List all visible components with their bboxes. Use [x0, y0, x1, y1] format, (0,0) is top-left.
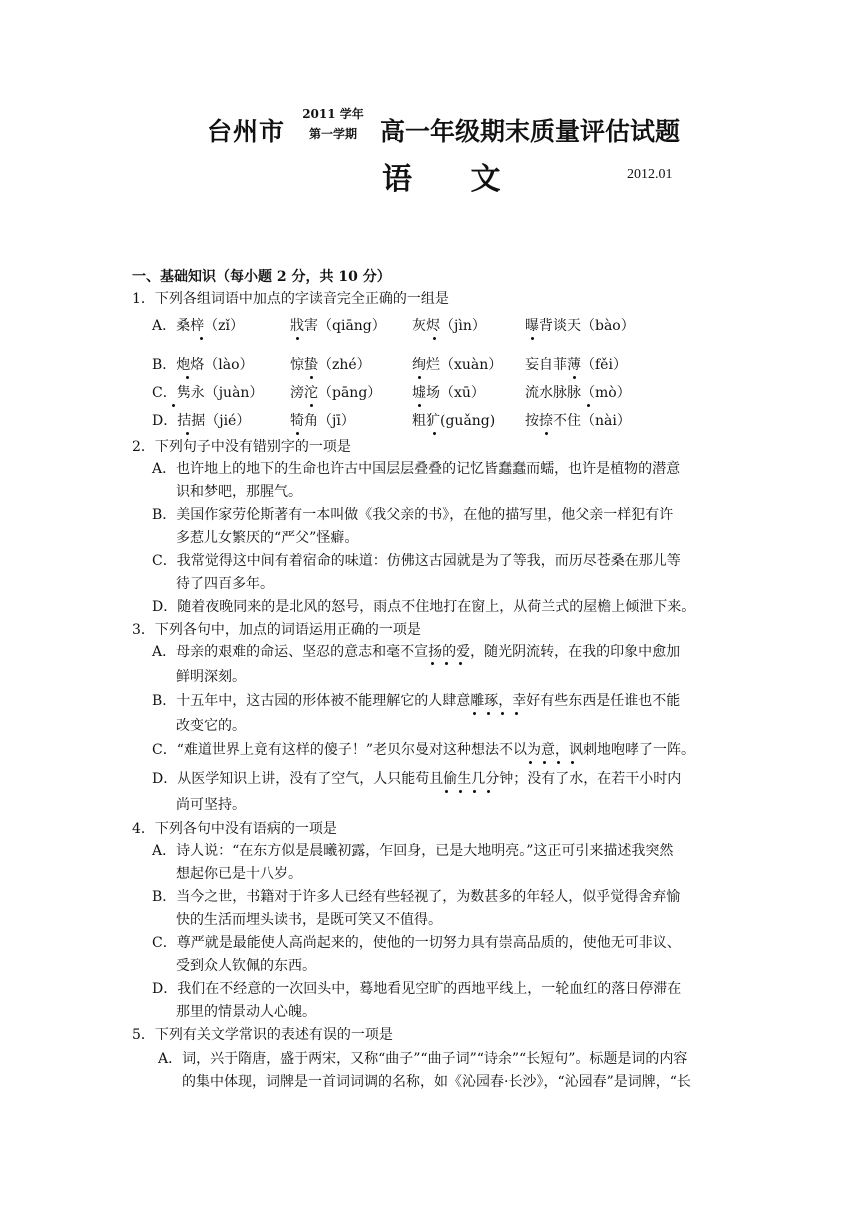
- exam-subject: 语 文: [382, 162, 525, 197]
- q3-option-a: A．母亲的艰难的命运、坚忍的意志和毫不宣扬的爱，随光阴流转，在我的印象中愈加: [152, 644, 681, 660]
- emphasis-dot: [545, 432, 548, 435]
- q1-option-d-word2: 犄角（jī）: [290, 413, 355, 429]
- q5-option-a-cont: 的集中体现，词牌是一首词词调的名称，如《沁园春·长沙》，“沁园春”是词牌，“长: [182, 1074, 691, 1090]
- emphasis-dot: [296, 432, 299, 435]
- q3-option-a-cont: 鲜明深刻。: [176, 669, 246, 685]
- q3-option-b-cont: 改变它的。: [176, 718, 246, 734]
- exam-date: 2012.01: [627, 167, 673, 182]
- q2-option-c: C．我常觉得这中间有着宿命的味道：仿佛这古园就是为了等我，而历尽苍桑在那儿等: [152, 553, 681, 569]
- emphasis-dot: [200, 337, 203, 340]
- exam-title: 高一年级期末质量评估试题: [380, 117, 681, 146]
- q1-option-a-word2: 戕害（qiāng）: [290, 318, 386, 334]
- emphasis-dot: [587, 404, 590, 407]
- emphasis-dot: [543, 761, 546, 764]
- q1-option-c-word4: 流水脉脉（mò）: [525, 385, 631, 401]
- emphasis-dot: [310, 404, 313, 407]
- q2-option-b: B．美国作家劳伦斯著有一本叫做《我父亲的书》，在他的描写里，他父亲一样犯有许: [152, 507, 674, 523]
- q3-option-d: D．从医学知识上讲，没有了空气，人只能苟且偷生几分钟；没有了水，在若干小时内: [152, 771, 682, 787]
- emphasis-dot: [573, 376, 576, 379]
- emphasis-dot: [557, 761, 560, 764]
- q4-option-a-cont: 想起你已是十八岁。: [176, 866, 302, 882]
- q1-option-d-word4: 按捺不住（nài）: [525, 413, 631, 429]
- q3-option-d-cont: 尚可坚持。: [176, 797, 246, 813]
- emphasis-dot: [473, 712, 476, 715]
- q4-option-c: C．尊严就是最能使人高尚起来的，使他的一切努力具有崇高品质的，使他无可非议、: [152, 935, 681, 951]
- emphasis-dot: [186, 432, 189, 435]
- emphasis-dot: [431, 662, 434, 665]
- emphasis-dot: [186, 376, 189, 379]
- exam-term-year: 2011 学年: [302, 107, 364, 121]
- emphasis-dot: [459, 662, 462, 665]
- question-5-stem: 5．下列有关文学常识的表述有误的一项是: [132, 1027, 393, 1043]
- q1-option-b-word1: B．炮烙（lào）: [152, 357, 254, 373]
- q4-option-d: D．我们在不经意的一次回头中，蓦地看见空旷的西地平线上，一轮血红的落日停滞在: [152, 981, 682, 997]
- q2-option-a: A．也许地上的地下的生命也许古中国层层叠叠的记忆皆蠢蠢而蠕，也许是植物的潜意: [152, 461, 681, 477]
- emphasis-dot: [445, 662, 448, 665]
- q1-option-c-word3: 墟场（xū）: [412, 385, 485, 401]
- emphasis-dot: [433, 337, 436, 340]
- q5-option-a: A．词，兴于隋唐，盛于两宋，又称“曲子”“曲子词”“诗余”“长短句”。标题是词的内容: [158, 1051, 688, 1067]
- emphasis-dot: [501, 712, 504, 715]
- q4-option-d-cont: 那里的情景动人心魄。: [176, 1004, 316, 1020]
- q1-option-a-word1: A．桑梓（zǐ）: [152, 318, 244, 334]
- q4-option-b-cont: 快的生活而埋头读书，是既可笑又不值得。: [176, 912, 442, 928]
- question-2-stem: 2．下列句子中没有错别字的一项是: [132, 439, 351, 455]
- emphasis-dot: [529, 761, 532, 764]
- q4-option-c-cont: 受到众人钦佩的东西。: [176, 958, 316, 974]
- emphasis-dot: [487, 712, 490, 715]
- q4-option-a: A．诗人说：“在东方似是晨曦初露，乍回身，已是大地明亮。”这正可引来描述我突然: [152, 843, 674, 859]
- q1-option-a-word4: 曝背谈天（bào）: [525, 318, 635, 334]
- q1-option-d-word3: 粗犷(guǎng): [412, 413, 496, 429]
- emphasis-dot: [172, 404, 175, 407]
- emphasis-dot: [459, 790, 462, 793]
- emphasis-dot: [418, 404, 421, 407]
- q4-option-b: B．当今之世，书籍对于许多人已经有些轻视了，为数甚多的年轻人，似乎觉得舍弃愉: [152, 889, 681, 905]
- question-4-stem: 4．下列各句中没有语病的一项是: [132, 821, 337, 837]
- emphasis-dot: [531, 337, 534, 340]
- q2-option-c-cont: 待了四百多年。: [176, 576, 274, 592]
- q3-option-c: C．“难道世界上竟有这样的傻子！”老贝尔曼对这种想法不以为意，讽刺地咆哮了一阵。: [152, 742, 696, 758]
- q3-option-b: B．十五年中，这古园的形体被不能理解它的人肆意雕琢，幸好有些东西是任谁也不能: [152, 693, 681, 709]
- emphasis-dot: [433, 432, 436, 435]
- emphasis-dot: [418, 376, 421, 379]
- q1-option-c-word2: 滂沱（pāng）: [290, 385, 382, 401]
- q1-option-b-word3: 绚烂（xuàn）: [412, 357, 503, 373]
- exam-term-semester: 第一学期: [308, 127, 357, 141]
- section-title: 一、基础知识（每小题 2 分，共 10 分）: [132, 269, 391, 285]
- question-3-stem: 3．下列各句中，加点的词语运用正确的一项是: [132, 622, 421, 638]
- q1-option-d-word1: D．拮据（jié）: [152, 413, 251, 429]
- emphasis-dot: [296, 337, 299, 340]
- q1-option-b-word4: 妄自菲薄（fěi）: [525, 357, 627, 373]
- q2-option-d: D．随着夜晚同来的是北风的怒号，雨点不住地打在窗上，从荷兰式的屋檐上倾泄下来。: [152, 599, 696, 615]
- emphasis-dot: [487, 790, 490, 793]
- q1-option-b-word2: 惊蛰（zhé）: [290, 357, 371, 373]
- question-1-stem: 1．下列各组词语中加点的字读音完全正确的一组是: [132, 291, 449, 307]
- emphasis-dot: [515, 712, 518, 715]
- q2-option-a-cont: 识和梦吧，那腥气。: [176, 484, 302, 500]
- emphasis-dot: [473, 790, 476, 793]
- exam-city: 台州市: [207, 117, 286, 146]
- emphasis-dot: [445, 790, 448, 793]
- q1-option-a-word3: 灰烬（jìn）: [412, 318, 486, 334]
- q2-option-b-cont: 多惹儿女繁厌的“严父”怪癖。: [176, 530, 359, 546]
- emphasis-dot: [310, 376, 313, 379]
- exam-term: [298, 104, 368, 144]
- emphasis-dot: [571, 761, 574, 764]
- q1-option-c-word1: C．隽永（juàn）: [152, 385, 264, 401]
